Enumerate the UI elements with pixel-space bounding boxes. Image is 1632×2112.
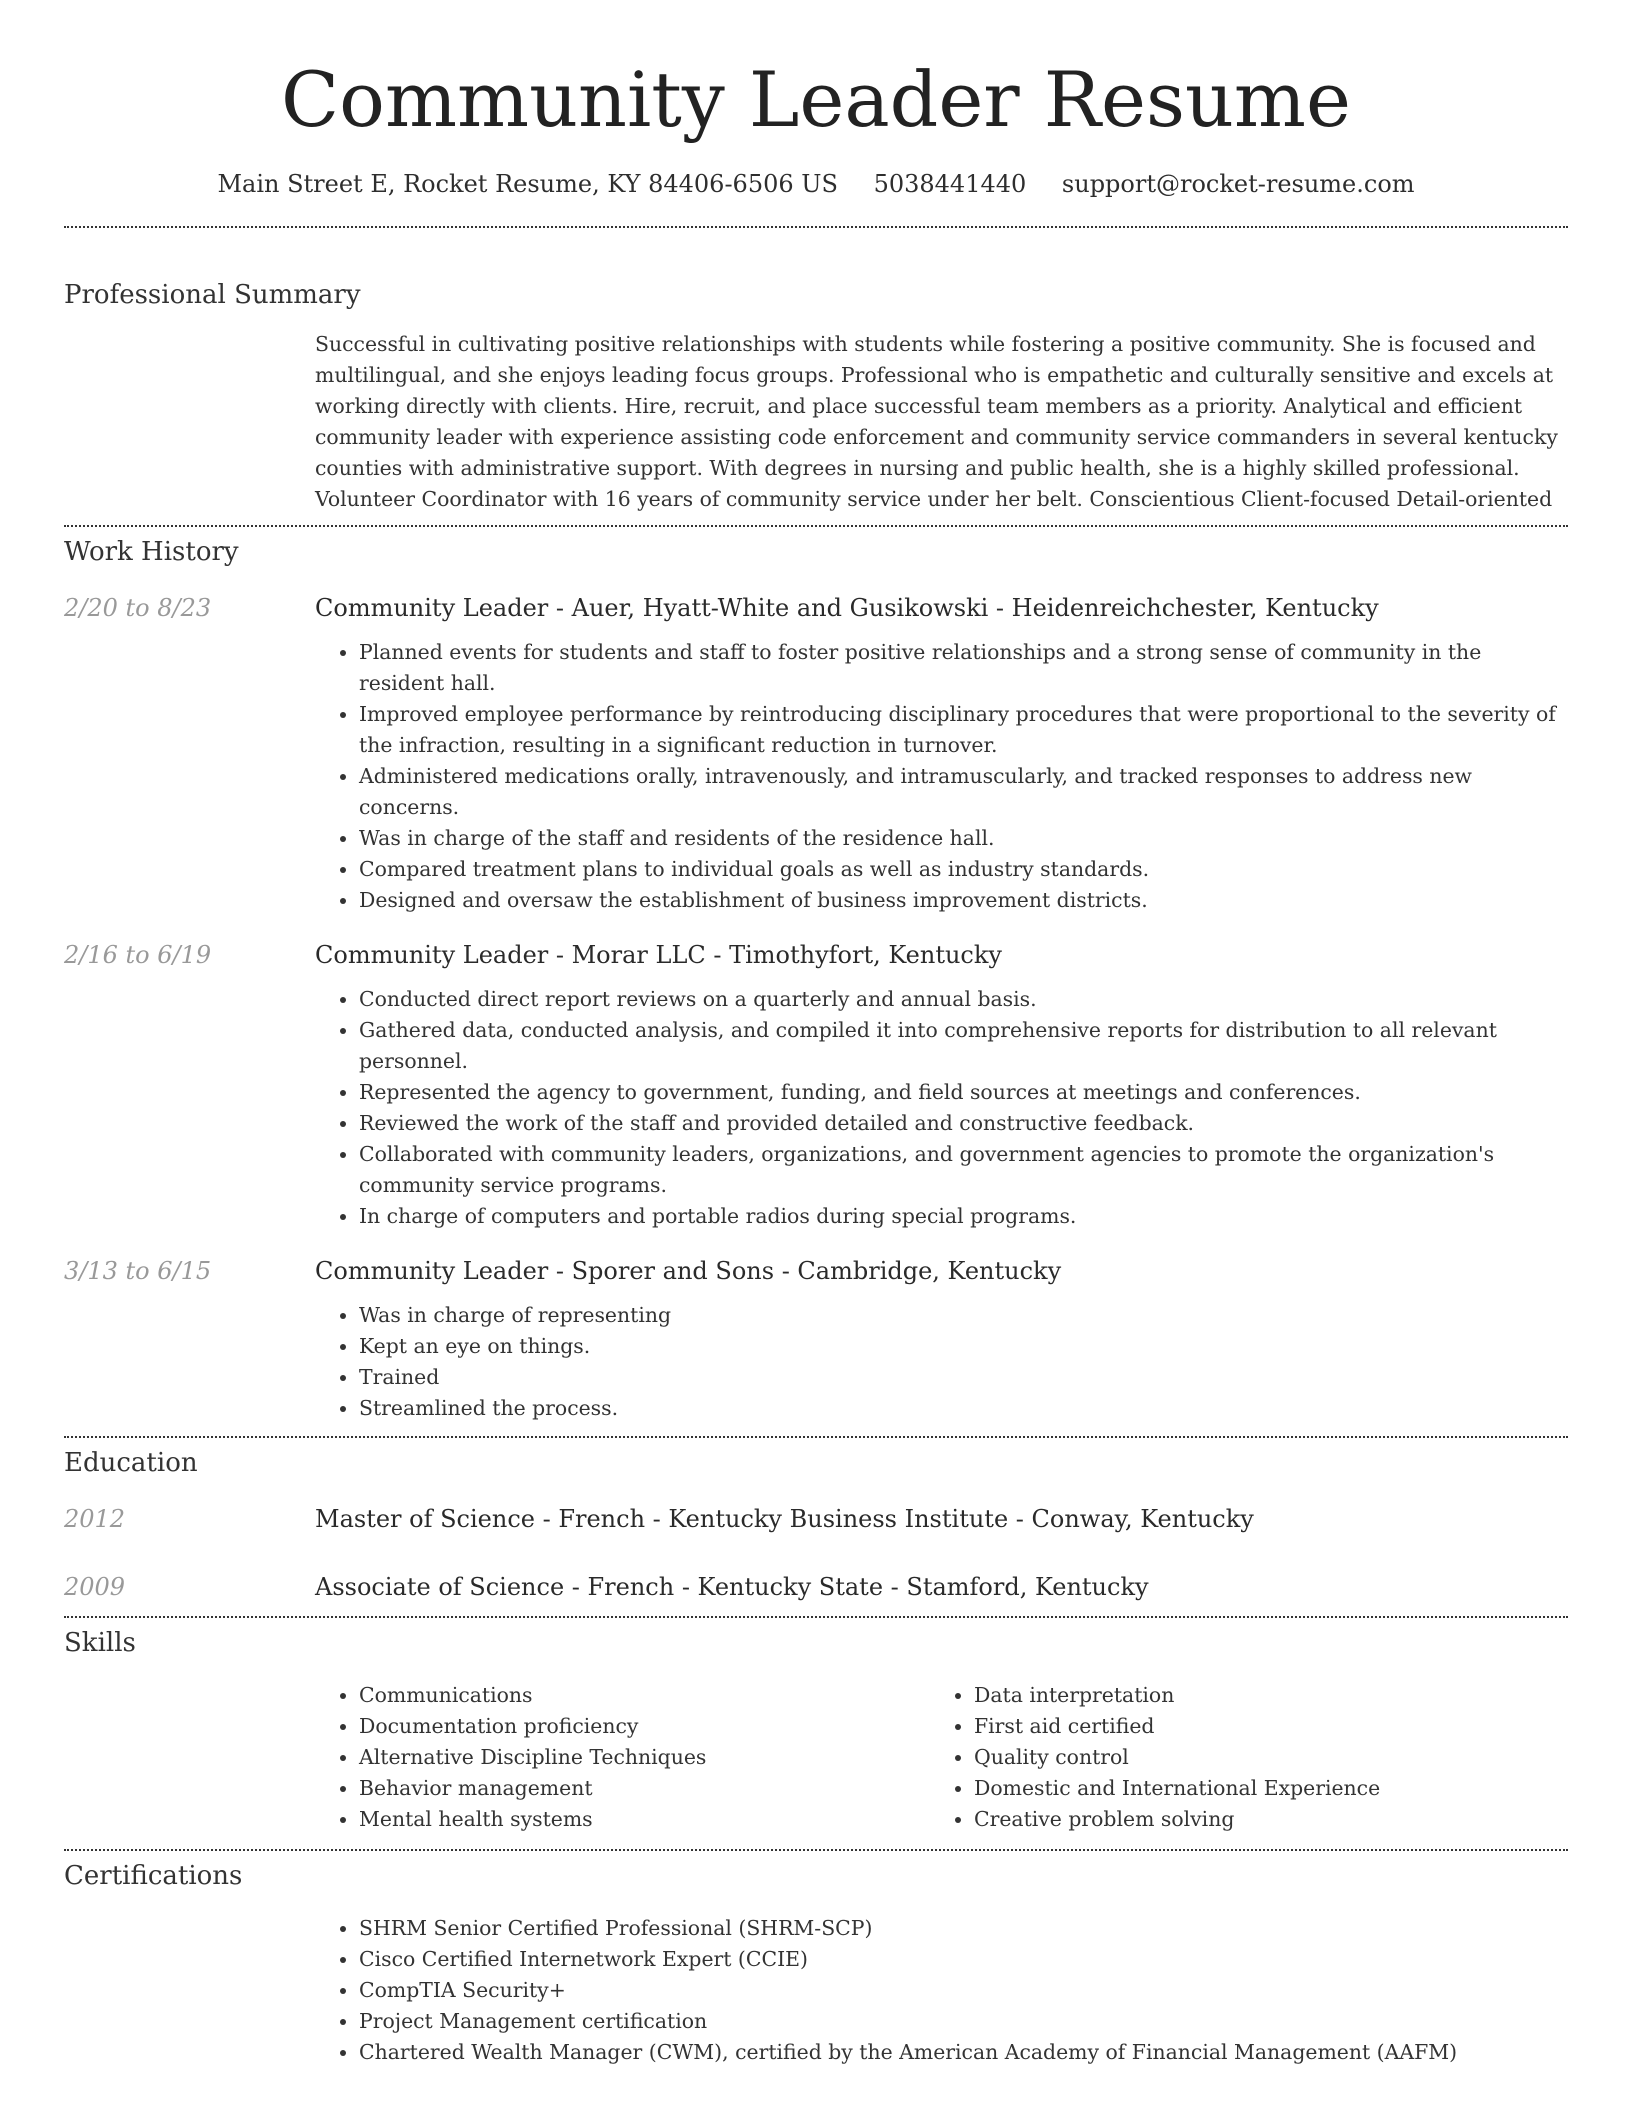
job-body	[315, 591, 1568, 916]
job-bullet: • Compared treatment plans to individual goals as well as industry standards.	[359, 854, 1568, 885]
certifications-list	[315, 1913, 1568, 2068]
resume-page	[64, 0, 1568, 2068]
summary-text: Successful in cultivating positive relationships with students while fostering a positive community. She is focused and multilingual, and she enjoys leading focus groups. Professional who is empathetic and culturally sensitive and excels at working directly with clients. Hire, recruit, and place successful team members as a priority. Analytical and efficient community leader with experience assisting code enforcement and community service commanders in several kentucky counties with administrative support. With degrees in nursing and public health, she is a highly skilled professional. Volunteer Coordinator with 16 years of community service under her belt. Conscientious Client-focused Detail-oriented	[315, 332, 1558, 511]
job-bullet: • Streamlined the process.	[359, 1393, 1568, 1424]
section-divider	[64, 1436, 1568, 1438]
certifications-heading: Certifications	[64, 1861, 243, 1891]
skills-bullets	[315, 1680, 930, 1835]
certification-item: • CompTIA Security+	[359, 1975, 1457, 2006]
job-entry	[64, 591, 1568, 916]
certification-item: • Chartered Wealth Manager (CWM), certified by the American Academy of Financial Management (AAFM)	[359, 2037, 1457, 2068]
section-divider	[64, 525, 1568, 527]
job-bullet: • Gathered data, conducted analysis, and compiled it into comprehensive reports for distribution to all relevant personnel.	[359, 1015, 1568, 1077]
skill-item: • Data interpretation	[974, 1680, 1568, 1711]
skills-list	[315, 1680, 1568, 1835]
job-title: Community Leader - Auer, Hyatt-White and Gusikowski - Heidenreichchester, Kentucky	[315, 594, 1379, 622]
education-title: Associate of Science - French - Kentucky State - Stamford, Kentucky	[315, 1573, 1149, 1601]
job-bullet: • Kept an eye on things.	[359, 1331, 1568, 1362]
skills-column-right	[930, 1680, 1568, 1835]
work-history-section	[64, 535, 1568, 1424]
certifications-bullets	[315, 1913, 1457, 2068]
job-bullet: • Designed and oversaw the establishment of business improvement districts.	[359, 885, 1568, 916]
job-bullet: • Reviewed the work of the staff and provided detailed and constructive feedback.	[359, 1108, 1568, 1139]
job-bullet: • Trained	[359, 1362, 1568, 1393]
job-entry	[64, 1254, 1568, 1424]
education-year: 2009	[64, 1573, 126, 1601]
job-bullet: • Administered medications orally, intravenously, and intramuscularly, and tracked responses to address new concerns.	[359, 761, 1568, 823]
skills-bullets	[930, 1680, 1568, 1835]
job-entry	[64, 938, 1568, 1232]
skill-item: • Quality control	[974, 1742, 1568, 1773]
job-title: Community Leader - Sporer and Sons - Cambridge, Kentucky	[315, 1257, 1062, 1285]
certification-item: • SHRM Senior Certified Professional (SHRM-SCP)	[359, 1913, 1457, 1944]
section-divider	[64, 1849, 1568, 1851]
job-bullet: • Improved employee performance by reintroducing disciplinary procedures that were proportional to the severity of the infraction, resulting in a significant reduction in turnover.	[359, 699, 1568, 761]
skills-column-left	[315, 1680, 930, 1835]
education-heading: Education	[64, 1448, 198, 1478]
contact-address: Main Street E, Rocket Resume, KY 84406-6506 US	[217, 170, 838, 198]
skill-item: • First aid certified	[974, 1711, 1568, 1742]
skill-item: • Domestic and International Experience	[974, 1773, 1568, 1804]
job-bullets	[315, 637, 1568, 916]
contact-email: support@rocket-resume.com	[1061, 170, 1415, 198]
section-divider	[64, 1616, 1568, 1618]
certifications-section	[64, 1859, 1568, 2068]
education-entry	[64, 1502, 1568, 1536]
summary-section	[64, 278, 1568, 515]
contact-line	[64, 168, 1568, 200]
job-bullet: • In charge of computers and portable radios during special programs.	[359, 1201, 1568, 1232]
job-title: Community Leader - Morar LLC - Timothyfort, Kentucky	[315, 941, 1002, 969]
summary-heading: Professional Summary	[64, 280, 361, 310]
skill-item: • Communications	[359, 1680, 930, 1711]
work-history-heading: Work History	[64, 537, 239, 567]
skill-item: • Behavior management	[359, 1773, 930, 1804]
skill-item: • Mental health systems	[359, 1804, 930, 1835]
education-section	[64, 1446, 1568, 1604]
skill-item: • Documentation proficiency	[359, 1711, 930, 1742]
certification-item: • Cisco Certified Internetwork Expert (CCIE)	[359, 1944, 1457, 1975]
skill-item: • Creative problem solving	[974, 1804, 1568, 1835]
job-bullet: • Planned events for students and staff to foster positive relationships and a strong sense of community in the resident hall.	[359, 637, 1568, 699]
education-year: 2012	[64, 1505, 126, 1533]
job-bullet: • Was in charge of the staff and residents of the residence hall.	[359, 823, 1568, 854]
section-divider	[64, 226, 1568, 228]
certification-item: • Project Management certification	[359, 2006, 1457, 2037]
job-dates: 2/16 to 6/19	[64, 941, 212, 969]
skills-heading: Skills	[64, 1628, 136, 1658]
job-body	[315, 938, 1568, 1232]
job-body	[315, 1254, 1568, 1424]
job-bullet: • Conducted direct report reviews on a quarterly and annual basis.	[359, 984, 1568, 1015]
skill-item: • Alternative Discipline Techniques	[359, 1742, 930, 1773]
contact-phone: 5038441440	[873, 170, 1027, 198]
job-bullet: • Was in charge of representing	[359, 1300, 1568, 1331]
job-dates: 3/13 to 6/15	[64, 1257, 212, 1285]
resume-title: Community Leader Resume	[281, 55, 1351, 144]
education-title: Master of Science - French - Kentucky Business Institute - Conway, Kentucky	[315, 1505, 1254, 1533]
job-bullets	[315, 1300, 1568, 1424]
job-bullets	[315, 984, 1568, 1232]
job-bullet: • Collaborated with community leaders, organizations, and government agencies to promote the organization's community service programs.	[359, 1139, 1568, 1201]
job-bullet: • Represented the agency to government, funding, and field sources at meetings and conferences.	[359, 1077, 1568, 1108]
job-dates: 2/20 to 8/23	[64, 594, 212, 622]
education-entry	[64, 1570, 1568, 1604]
skills-section	[64, 1626, 1568, 1835]
